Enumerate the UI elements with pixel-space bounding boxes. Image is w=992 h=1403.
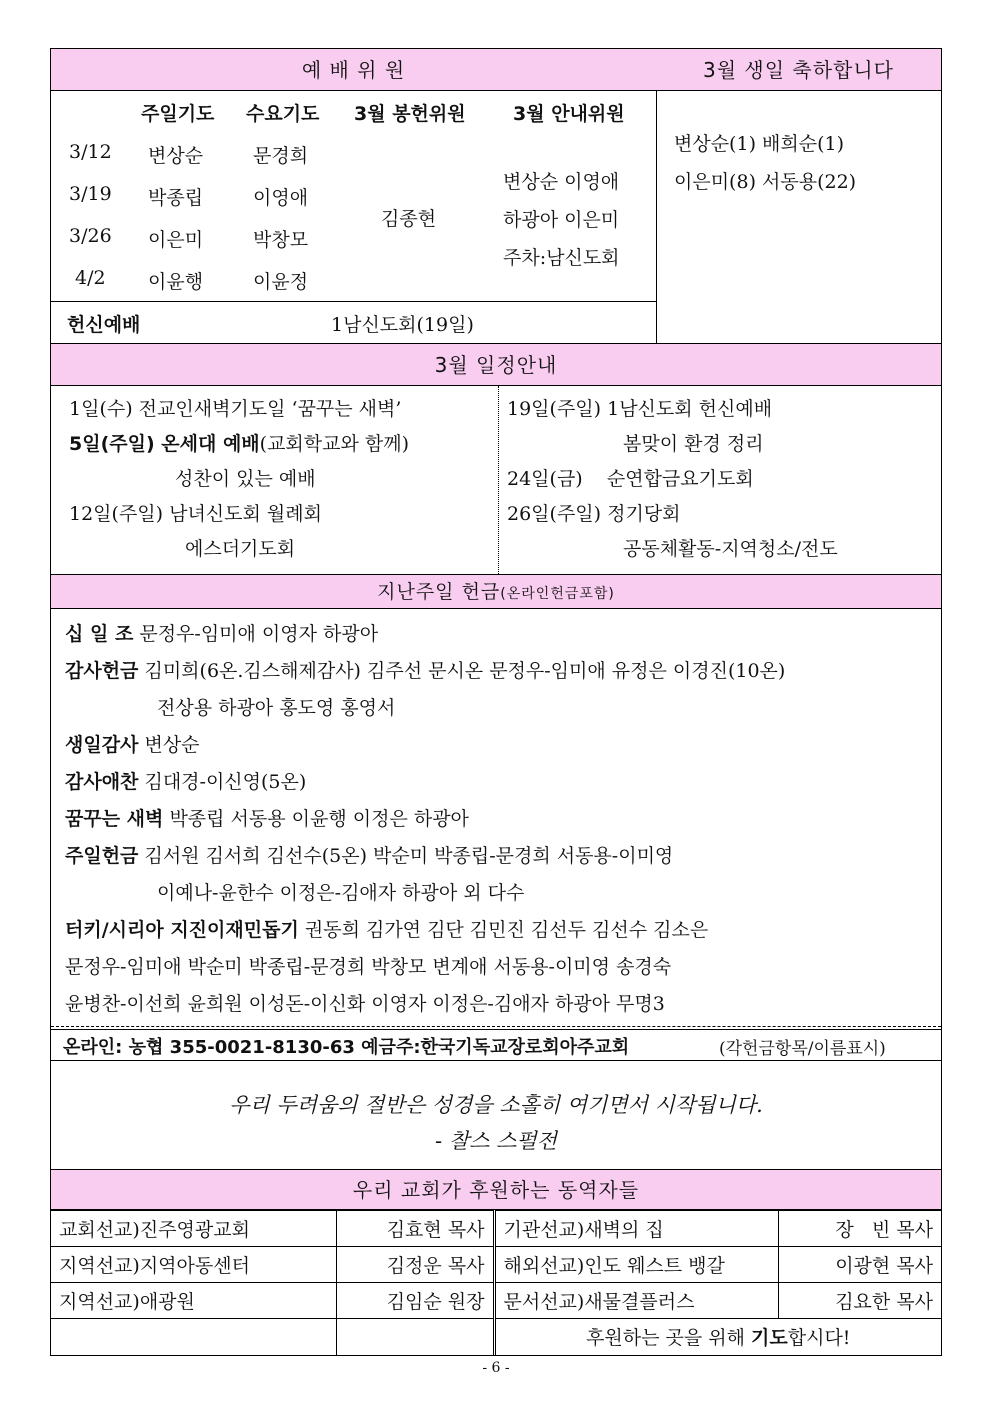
- offering-thanks: [65, 656, 785, 683]
- schedule-right-5: 공동체활동-지역청소/전도: [623, 538, 838, 560]
- empty-cell: [51, 1319, 336, 1355]
- schedule-right-3: 24일(금) 순연합금요기도회: [507, 468, 754, 490]
- offering-tithe: [65, 619, 378, 646]
- supporter-person: 김효현 목사: [336, 1211, 494, 1247]
- offering-relief-label: 터키/시리아 지진이재민돕기: [65, 919, 299, 941]
- sunday-prayer-4: 이윤행: [148, 271, 204, 293]
- schedule-divider: [498, 386, 500, 574]
- supporter-person: 이광현 목사: [778, 1247, 941, 1283]
- offering-title: [51, 575, 941, 609]
- offering-dawn-label: 꿈꾸는 새벽: [65, 808, 164, 830]
- date-4: 4/2: [75, 267, 106, 289]
- offering-tithe-label: 십 일 조: [65, 623, 134, 645]
- offering-sunday-label: 주일헌금: [65, 845, 139, 867]
- supporter-person: 김요한 목사: [778, 1283, 941, 1319]
- offering-relief-names-1: 권동희 김가연 김단 김민진 김선두 김선수 김소은: [304, 919, 709, 941]
- offering-sunday-names-1: 김서원 김서희 김선수(5온) 박순미 박종립-문경희 서동용-이미영: [144, 845, 674, 867]
- offering-member: 김종현: [381, 208, 437, 230]
- col-usher-committee: 3월 안내위원: [513, 103, 625, 125]
- supporter-person: 김정운 목사: [336, 1247, 494, 1283]
- usher-line-3: 주차:남신도회: [503, 247, 620, 269]
- date-1: 3/12: [69, 141, 112, 163]
- schedule-left-4: 12일(주일) 남녀신도회 월례회: [69, 503, 322, 525]
- supporter-row: [51, 1319, 941, 1355]
- sunday-prayer-2: 박종립: [148, 187, 204, 209]
- offering-meal: [65, 767, 306, 794]
- offering-thanks-names-1: 김미희(6온.김스해제감사) 김주선 문시온 문정우-임미애 유정은 이경진(10온): [144, 660, 786, 682]
- col-sunday-prayer: 주일기도: [141, 103, 215, 125]
- offering-sunday: [65, 841, 673, 868]
- usher-line-2: 하광아 이은미: [503, 209, 620, 231]
- quote-author: - 찰스 스펄전: [435, 1129, 557, 1153]
- offering-thanks-label: 감사헌금: [65, 660, 139, 682]
- schedule-left-2-bold: 5일(주일) 온세대 예배: [69, 433, 260, 455]
- offering-relief: [65, 915, 708, 942]
- supporter-org: 기관선교)새벽의 집: [494, 1211, 778, 1247]
- supporter-row: [51, 1283, 941, 1319]
- supporters-title: 우리 교회가 후원하는 동역자들: [51, 1170, 941, 1210]
- schedule-right-2: 봄맞이 환경 정리: [623, 433, 764, 455]
- schedule-left-3: 성찬이 있는 예배: [175, 468, 316, 490]
- worship-title: 예 배 위 원: [51, 49, 656, 91]
- supporter-person: 김임순 원장: [336, 1283, 494, 1319]
- offering-title-note: (온라인헌금포함): [500, 586, 615, 602]
- supporter-org: 문서선교)새물결플러스: [494, 1283, 778, 1319]
- wednesday-prayer-1: 문경희: [253, 145, 309, 167]
- schedule-left-2-note: (교회학교와 함께): [259, 433, 409, 455]
- prayer-pre: 후원하는 곳을 위해: [586, 1327, 752, 1350]
- birthday-title: 3월 생일 축하합니다: [656, 49, 941, 91]
- offering-body: [51, 609, 941, 1030]
- online-note: (각헌금항목/이름표시): [719, 1039, 886, 1059]
- supporter-row: [51, 1211, 941, 1247]
- wednesday-prayer-2: 이영애: [253, 187, 309, 209]
- schedule-left-2: [69, 429, 409, 456]
- offering-thanks-names-2: 전상용 하광아 홍도영 홍영서: [157, 697, 396, 719]
- col-wednesday-prayer: 수요기도: [246, 103, 320, 125]
- bulletin-page: [50, 48, 942, 1356]
- offering-dawn-names: 박종립 서동용 이윤행 이정은 하광아: [169, 808, 469, 830]
- online-row: [51, 1030, 941, 1061]
- birthday-box: [656, 49, 941, 343]
- offering-meal-label: 감사애찬: [65, 771, 139, 793]
- offering-birthday-label: 생일감사: [65, 734, 139, 756]
- wednesday-prayer-3: 박창모: [253, 229, 309, 251]
- offering-divider: [51, 1026, 941, 1027]
- schedule-title: 3월 일정안내: [51, 344, 941, 386]
- worship-committee: [51, 49, 657, 343]
- empty-cell: [336, 1319, 494, 1355]
- offering-relief-names-3: 윤병찬-이선희 윤희원 이성돈-이신화 이영자 이정은-김애자 하광아 무명3: [65, 993, 665, 1015]
- offering-relief-names-2: 문정우-임미애 박순미 박종립-문경희 박창모 변계애 서동용-이미영 송경숙: [65, 956, 672, 978]
- offering-title-main: 지난주일 헌금: [377, 581, 501, 603]
- prayer-post: 합시다!: [787, 1327, 851, 1350]
- page-number: - 6 -: [482, 1360, 510, 1376]
- supporters-table: [51, 1210, 941, 1355]
- prayer-request: [494, 1319, 941, 1355]
- dedication-label: 헌신예배: [67, 314, 141, 336]
- offering-tithe-names: 문정우-임미애 이영자 하광아: [139, 623, 379, 645]
- offering-birthday: [65, 730, 200, 757]
- offering-sunday-names-2: 이예나-윤한수 이정은-김애자 하광아 외 다수: [157, 882, 525, 904]
- supporter-person: 장 빈 목사: [778, 1211, 941, 1247]
- online-account: 온라인: 농협 355-0021-8130-63 예금주:한국기독교장로회아주교회: [63, 1037, 630, 1058]
- col-offering-committee: 3월 봉헌위원: [354, 103, 466, 125]
- supporter-org: 해외선교)인도 웨스트 뱅갈: [494, 1247, 778, 1283]
- schedule-right-4: 26일(주일) 정기당회: [507, 503, 681, 525]
- offering-birthday-names: 변상순: [144, 734, 200, 756]
- dedication-row: [51, 301, 656, 343]
- date-3: 3/26: [69, 225, 112, 247]
- schedule-left-5: 에스더기도회: [185, 538, 296, 560]
- schedule-right-1: 19일(주일) 1남신도회 헌신예배: [507, 398, 773, 420]
- top-section: [51, 49, 941, 344]
- supporter-row: [51, 1247, 941, 1283]
- supporter-org: 지역선교)지역아동센터: [51, 1247, 336, 1283]
- supporter-org: 지역선교)애광원: [51, 1283, 336, 1319]
- birthday-line-2: 이은미(8) 서동용(22): [674, 171, 857, 193]
- sunday-prayer-1: 변상순: [148, 145, 204, 167]
- date-2: 3/19: [69, 183, 112, 205]
- supporter-org: 교회선교)진주영광교회: [51, 1211, 336, 1247]
- schedule-left-1: 1일(수) 전교인새벽기도일 ‘꿈꾸는 새벽’: [69, 398, 402, 420]
- prayer-bold: 기도: [751, 1327, 788, 1350]
- birthday-line-1: 변상순(1) 배희순(1): [674, 133, 844, 155]
- wednesday-prayer-4: 이윤정: [253, 271, 309, 293]
- sunday-prayer-3: 이은미: [148, 229, 204, 251]
- offering-meal-names: 김대경-이신영(5온): [144, 771, 307, 793]
- offering-dawn: [65, 804, 469, 831]
- dedication-value: 1남신도회(19일): [331, 314, 474, 336]
- schedule-body: [51, 386, 941, 575]
- quote-box: [51, 1061, 941, 1170]
- usher-line-1: 변상순 이영애: [503, 171, 620, 193]
- quote-text: 우리 두려움의 절반은 성경을 소홀히 여기면서 시작됩니다.: [229, 1093, 763, 1117]
